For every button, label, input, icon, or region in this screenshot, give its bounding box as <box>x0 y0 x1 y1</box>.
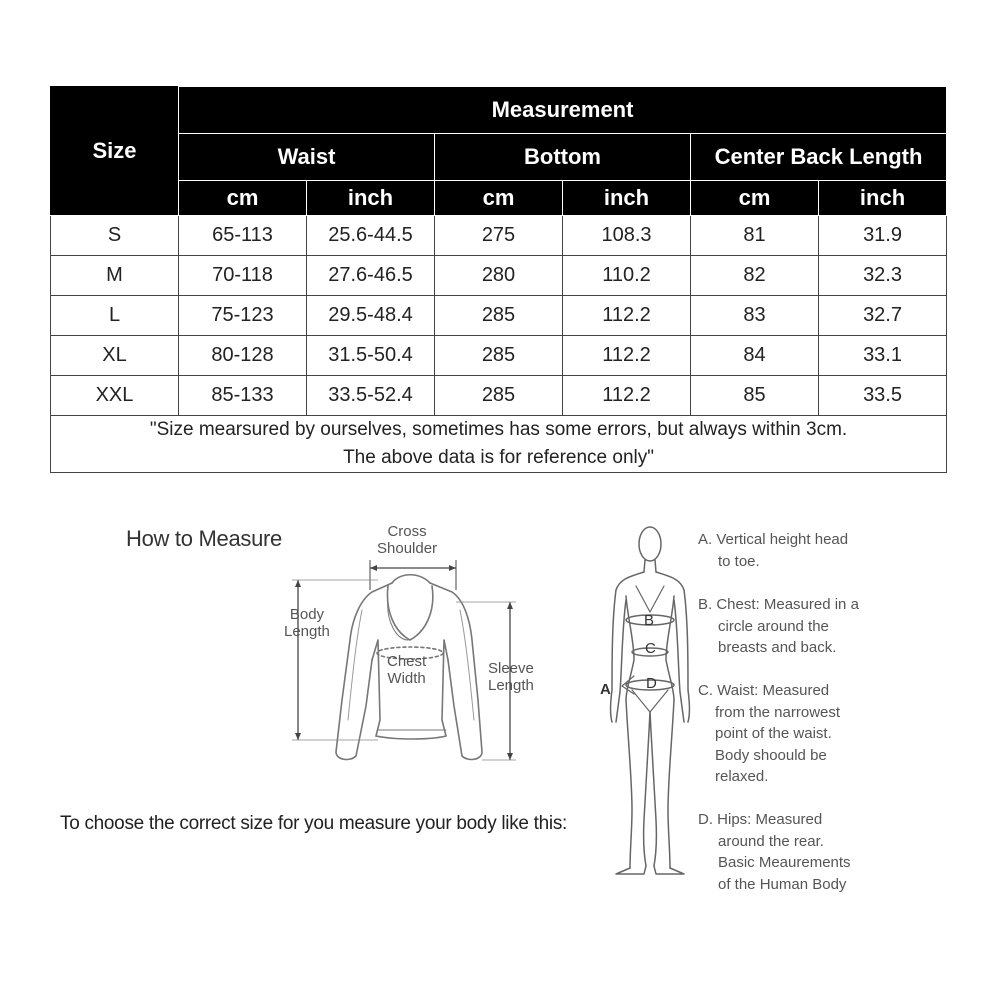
table-cell: 25.6-44.5 <box>307 216 435 256</box>
legend-b: B. Chest: Measured in a circle around the breasts and back. <box>698 596 859 656</box>
table-cell: 33.5 <box>819 376 947 416</box>
unit-header: cm <box>435 181 563 216</box>
size-cell: S <box>51 216 179 256</box>
measurement-header: Measurement <box>179 87 947 134</box>
measure-instruction: To choose the correct size for you measure your body like this: <box>60 813 568 834</box>
unit-header: cm <box>691 181 819 216</box>
table-cell: 110.2 <box>563 256 691 296</box>
disclaimer-line: The above data is for reference only" <box>343 447 654 468</box>
center-back-length-header: Center Back Length <box>691 134 947 181</box>
marker-d: D <box>646 675 657 692</box>
table-cell: 33.1 <box>819 336 947 376</box>
unit-header: inch <box>819 181 947 216</box>
table-cell: 285 <box>435 376 563 416</box>
table-cell: 81 <box>691 216 819 256</box>
table-cell: 75-123 <box>179 296 307 336</box>
legend-a: A. Vertical height head to toe. <box>698 531 849 570</box>
size-cell: XL <box>51 336 179 376</box>
legend-c: C. Waist: Measured from the narrowest point of the waist. Body shoould be relaxed. <box>698 682 841 785</box>
table-cell: 108.3 <box>563 216 691 256</box>
table-cell: 85-133 <box>179 376 307 416</box>
table-cell: 33.5-52.4 <box>307 376 435 416</box>
body-length-label: Body Length <box>284 606 330 640</box>
unit-header: cm <box>179 181 307 216</box>
table-cell: 32.3 <box>819 256 947 296</box>
table-cell: 82 <box>691 256 819 296</box>
bottom-header: Bottom <box>435 134 691 181</box>
marker-a: A <box>600 681 611 698</box>
table-cell: 112.2 <box>563 336 691 376</box>
size-column-header: Size <box>51 87 179 216</box>
size-cell: L <box>51 296 179 336</box>
size-cell: XXL <box>51 376 179 416</box>
table-cell: 112.2 <box>563 376 691 416</box>
table-cell: 285 <box>435 336 563 376</box>
table-cell: 32.7 <box>819 296 947 336</box>
table-cell: 29.5-48.4 <box>307 296 435 336</box>
table-cell: 31.5-50.4 <box>307 336 435 376</box>
table-cell: 83 <box>691 296 819 336</box>
table-cell: 275 <box>435 216 563 256</box>
marker-b: B <box>644 612 655 629</box>
table-cell: 31.9 <box>819 216 947 256</box>
table-cell: 280 <box>435 256 563 296</box>
marker-c: C <box>645 640 656 657</box>
table-cell: 80-128 <box>179 336 307 376</box>
how-to-measure-title: How to Measure <box>126 526 282 551</box>
table-cell: 84 <box>691 336 819 376</box>
table-cell: 85 <box>691 376 819 416</box>
sleeve-length-label: Sleeve Length <box>488 660 534 694</box>
table-cell: 65-113 <box>179 216 307 256</box>
table-cell: 70-118 <box>179 256 307 296</box>
chest-width-label: Chest Width <box>387 653 427 687</box>
table-cell: 27.6-46.5 <box>307 256 435 296</box>
table-cell: 112.2 <box>563 296 691 336</box>
disclaimer-line: "Size mearsured by ourselves, sometimes has some errors, but always within 3cm. <box>149 419 848 440</box>
unit-header: inch <box>563 181 691 216</box>
cross-shoulder-label: Cross Shoulder <box>377 523 438 557</box>
table-cell: 285 <box>435 296 563 336</box>
waist-header: Waist <box>179 134 435 181</box>
legend-d: D. Hips: Measured around the rear. Basic Meaurements of the Human Body <box>698 811 851 893</box>
unit-header: inch <box>307 181 435 216</box>
size-cell: M <box>51 256 179 296</box>
